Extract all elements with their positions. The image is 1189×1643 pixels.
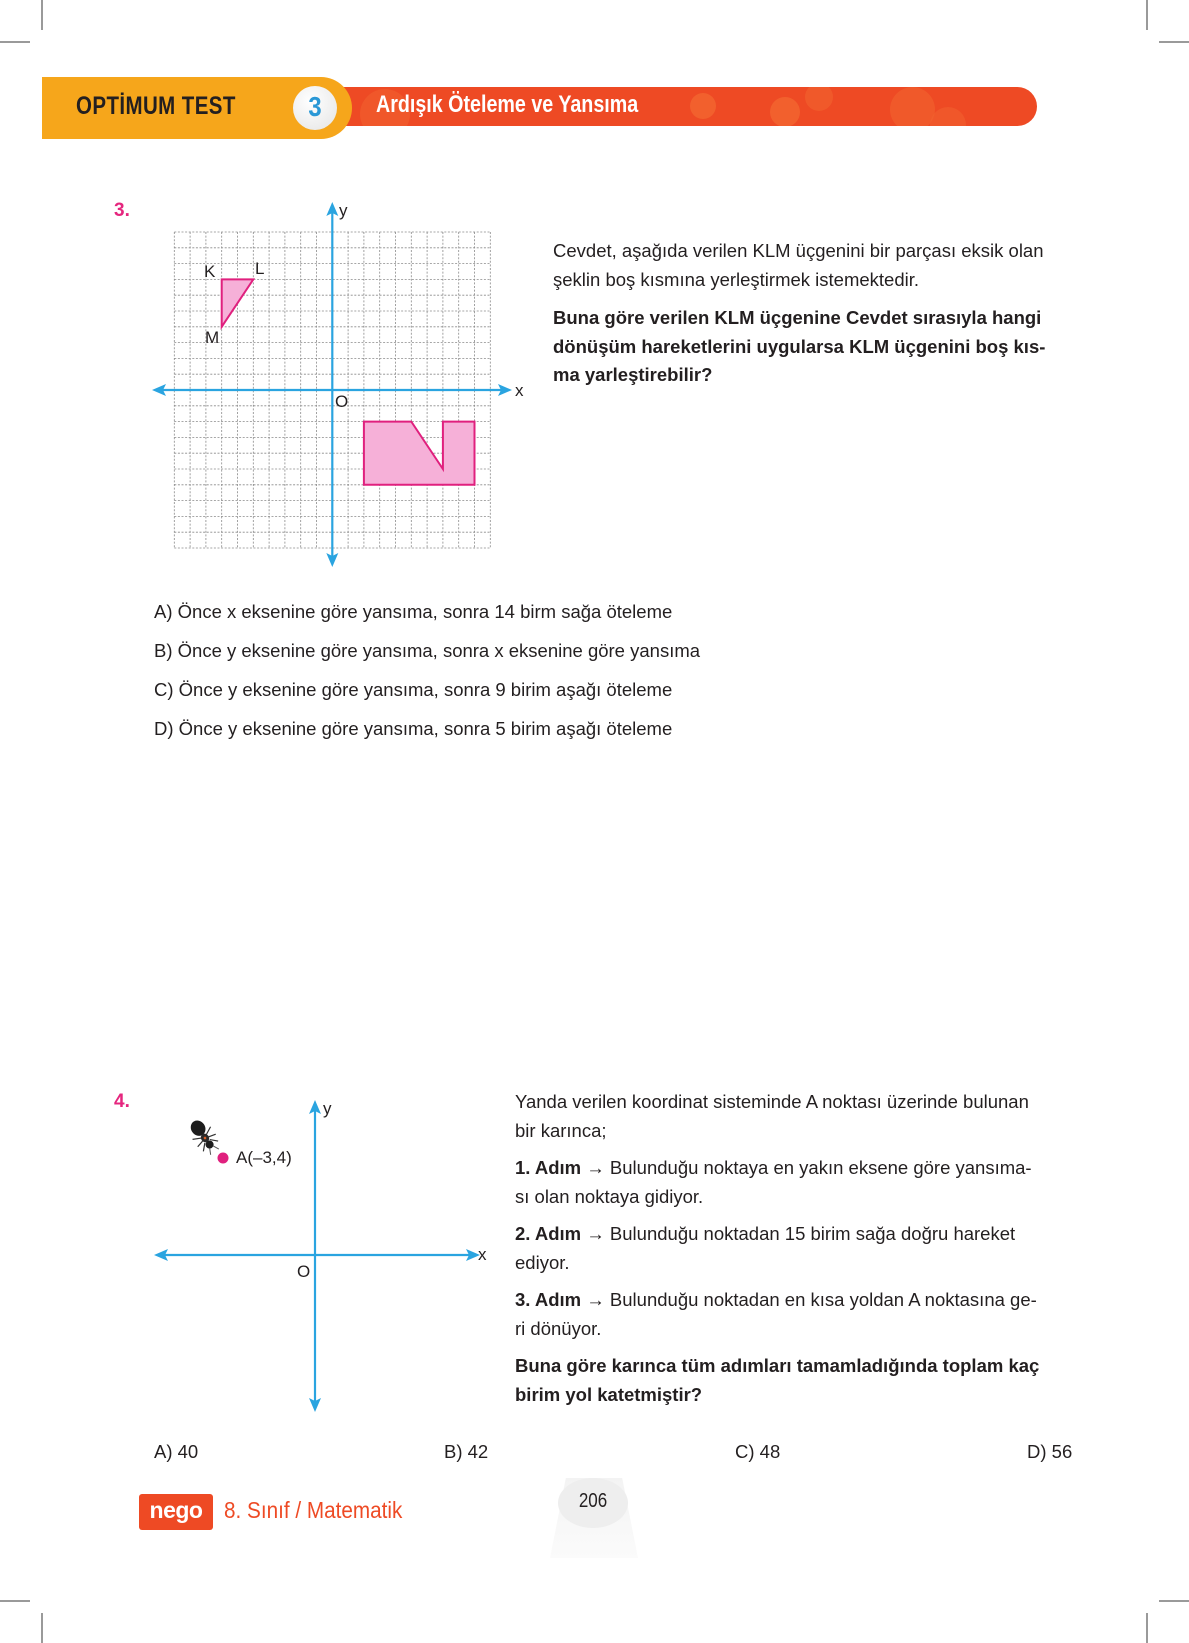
test-number: 3 [308,91,322,122]
y-axis-label: y [339,201,348,220]
q4-question-line: birim yol katetmiştir? [515,1383,703,1405]
test-label: OPTİMUM TEST [76,92,236,120]
decorative-bubble [805,87,833,111]
q4-step-3 [515,1286,1078,1343]
q4-question-line: Buna göre karınca tüm adımları tamamladığında toplam kaç [515,1355,1040,1376]
q3-option-d[interactable]: D) Önce y eksenine göre yansıma, sonra 5 birim aşağı öteleme [154,718,673,739]
crop-mark [41,1613,43,1643]
origin-label: O [335,392,349,411]
vertex-label-m: M [205,328,220,347]
crop-mark [1146,0,1148,30]
step-label: 3. Adım [515,1289,582,1310]
q3-question-line: dönüşüm hareketlerini uygularsa KLM üçgenini boş kıs- [553,335,1046,357]
crop-mark [0,41,30,43]
vertex-label-k: K [204,262,216,281]
q4-intro-line: bir karınca; [515,1119,607,1141]
vertex-label-l: L [255,259,265,278]
x-axis-label: x [478,1245,487,1264]
q3-question-line: ma yarleştirebilir? [553,364,713,385]
q4-option-c[interactable]: C) 48 [735,1441,781,1462]
step-text: Bulunduğu noktadan 15 birim sağa doğru hareket [609,1223,1016,1244]
question-number: 4. [114,1091,130,1112]
q3-intro [553,237,1078,294]
q4-intro-line: Yanda verilen koordinat sisteminde A noktası üzerinde bulunan [515,1091,1029,1112]
y-axis-label: y [323,1099,332,1118]
q3-option-a[interactable]: A) Önce x eksenine göre yansıma, sonra 14 birm sağa öteleme [154,601,673,622]
q3-question-line: Buna göre verilen KLM üçgenine Cevdet sırasıyla hangi [553,307,1042,328]
crop-mark [1146,1613,1148,1643]
point-a-label: A(–3,4) [236,1148,292,1167]
crop-mark [0,1600,30,1602]
q4-coordinate-axes [140,1090,510,1420]
q4-step-1 [515,1154,1078,1211]
step-text: Bulunduğu noktaya en yakın eksene göre yansıma- [609,1157,1032,1178]
origin-label: O [297,1262,311,1281]
step-text: Bulunduğu noktadan en kısa yoldan A noktasına ge- [609,1289,1037,1310]
step-text: ediyor. [515,1251,570,1273]
q4-text [515,1088,1078,1418]
publisher-logo [139,1494,213,1530]
step-text: sı olan noktaya gidiyor. [515,1185,704,1207]
q3-option-c[interactable]: C) Önce y eksenine göre yansıma, sonra 9 birim aşağı öteleme [154,679,673,700]
subject-label: 8. Sınıf / Matematik [224,1497,403,1523]
decorative-bubble [690,93,716,119]
q4-option-b[interactable]: B) 42 [444,1441,489,1462]
arrow-icon: → [586,1157,605,1178]
q4-intro [515,1088,1078,1145]
page-title: Ardışık Öteleme ve Yansıma [376,91,639,118]
point-a [218,1153,229,1164]
step-text: ri dönüyor. [515,1317,602,1339]
step-label: 1. Adım [515,1157,582,1178]
arrow-icon: → [586,1289,605,1310]
logo-text: nego [149,1497,203,1523]
q3-intro-line: şeklin boş kısmına yerleştirmek istemektedir. [553,268,920,290]
q3-option-b[interactable]: B) Önce y eksenine göre yansıma, sonra x eksenine göre yansıma [154,640,701,661]
crop-mark [1159,41,1189,43]
page-number: 206 [578,1490,608,1512]
q4-question [515,1352,1078,1409]
ant-icon [185,1115,224,1158]
test-number-badge [293,86,337,130]
q3-question [553,304,1078,390]
decorative-bubble [930,107,966,126]
q3-text [553,237,1078,399]
crop-mark [1159,1600,1189,1602]
q3-coordinate-grid [150,198,530,570]
step-label: 2. Adım [515,1223,582,1244]
crop-mark [41,0,43,30]
decorative-bubble [890,87,935,126]
q4-option-a[interactable]: A) 40 [154,1441,199,1462]
arrow-icon: → [586,1223,605,1244]
x-axis-label: x [515,381,524,400]
question-number: 3. [114,200,130,221]
incomplete-shape [364,422,475,485]
q4-option-d[interactable]: D) 56 [1027,1441,1073,1462]
q4-step-2 [515,1220,1078,1277]
decorative-bubble [770,97,800,126]
q3-intro-line: Cevdet, aşağıda verilen KLM üçgenini bir parçası eksik olan [553,240,1044,261]
